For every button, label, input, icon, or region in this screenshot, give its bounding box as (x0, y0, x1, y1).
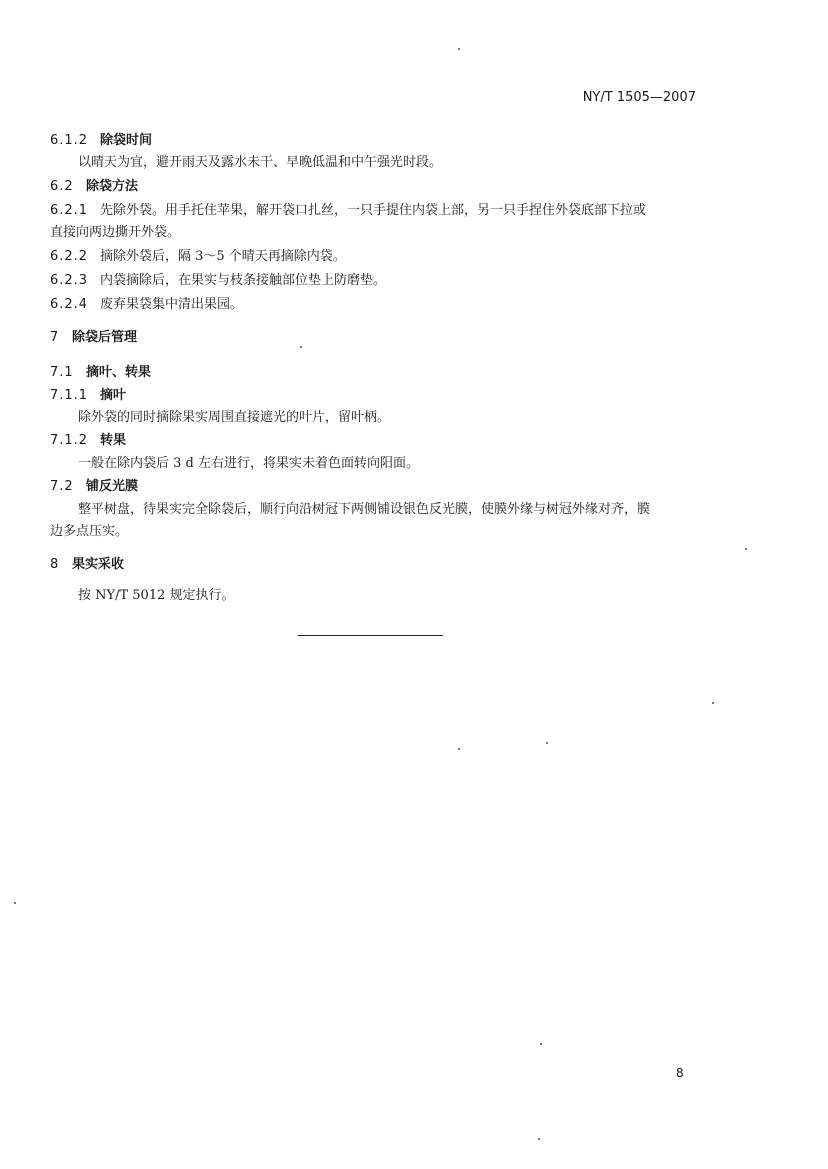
section-title: 转果 (100, 433, 127, 448)
paragraph-6-2-2 (50, 247, 346, 267)
section-title: 除袋方法 (86, 179, 139, 194)
heading-8 (50, 555, 124, 575)
section-number: 7 (50, 330, 60, 345)
end-rule (298, 635, 443, 636)
section-number: 6.2.4 (50, 297, 89, 312)
section-title: 摘叶 (100, 388, 127, 403)
paragraph-7-1-1: 除外袋的同时摘除果实周围直接遮光的叶片，留叶柄。 (78, 410, 391, 425)
paragraph-6-1-2: 以晴天为宜，避开雨天及露水未干、早晚低温和中午强光时段。 (78, 155, 443, 170)
scan-speck (300, 346, 302, 348)
scan-speck (458, 748, 460, 750)
section-title: 铺反光膜 (86, 479, 139, 494)
page-number: 8 (676, 1066, 684, 1080)
scan-speck (745, 548, 747, 550)
section-number: 6.2.3 (50, 273, 89, 288)
section-title: 摘叶、转果 (86, 365, 152, 380)
paragraph-7-2-line2: 边多点压实。 (50, 524, 129, 539)
section-number: 8 (50, 557, 60, 572)
section-number: 6.2.1 (50, 203, 89, 218)
section-number: 7.1.2 (50, 433, 89, 448)
heading-7-2 (50, 477, 138, 497)
section-number: 7.1 (50, 365, 74, 380)
section-title: 除袋时间 (100, 133, 153, 148)
heading-7-1 (50, 363, 151, 383)
paragraph-6-2-1-line1 (50, 201, 646, 221)
heading-6-1-2 (50, 131, 152, 151)
paragraph-text: 内袋摘除后，在果实与枝条接触部位垫上防磨垫。 (100, 273, 387, 288)
scan-speck (540, 1043, 542, 1045)
paragraph-7-1-2: 一般在除内袋后 3 d 左右进行，将果实未着色面转向阳面。 (78, 456, 419, 471)
paragraph-text: 摘除外袋后，隔 3～5 个晴天再摘除内袋。 (100, 249, 346, 264)
section-number: 6.2.2 (50, 249, 89, 264)
paragraph-6-2-4 (50, 295, 243, 315)
scan-speck (712, 702, 714, 704)
section-number: 7.2 (50, 479, 74, 494)
scan-speck (538, 1138, 540, 1140)
section-number: 7.1.1 (50, 388, 89, 403)
section-title: 除袋后管理 (72, 330, 138, 345)
standard-code-header: NY/T 1505—2007 (582, 90, 696, 105)
paragraph-8: 按 NY/T 5012 规定执行。 (78, 588, 235, 603)
heading-7-1-2 (50, 431, 126, 451)
section-title: 果实采收 (72, 557, 125, 572)
section-number: 6.2 (50, 179, 74, 194)
heading-6-2 (50, 177, 138, 197)
paragraph-6-2-1-line2: 直接向两边撕开外袋。 (50, 225, 181, 240)
paragraph-6-2-3 (50, 271, 386, 291)
scan-speck (14, 902, 16, 904)
heading-7 (50, 328, 137, 348)
scan-speck (546, 742, 548, 744)
paragraph-7-2-line1: 整平树盘，待果实完全除袋后，顺行向沿树冠下两侧铺设银色反光膜，使膜外缘与树冠外缘对齐，膜 (78, 502, 651, 517)
paragraph-text: 先除外袋。用手托住苹果，解开袋口扎丝，一只手提住内袋上部，另一只手捏住外袋底部下拉或 (100, 203, 647, 218)
heading-7-1-1 (50, 386, 126, 406)
section-number: 6.1.2 (50, 133, 89, 148)
scan-speck (458, 48, 460, 50)
paragraph-text: 废弃果袋集中清出果园。 (100, 297, 244, 312)
